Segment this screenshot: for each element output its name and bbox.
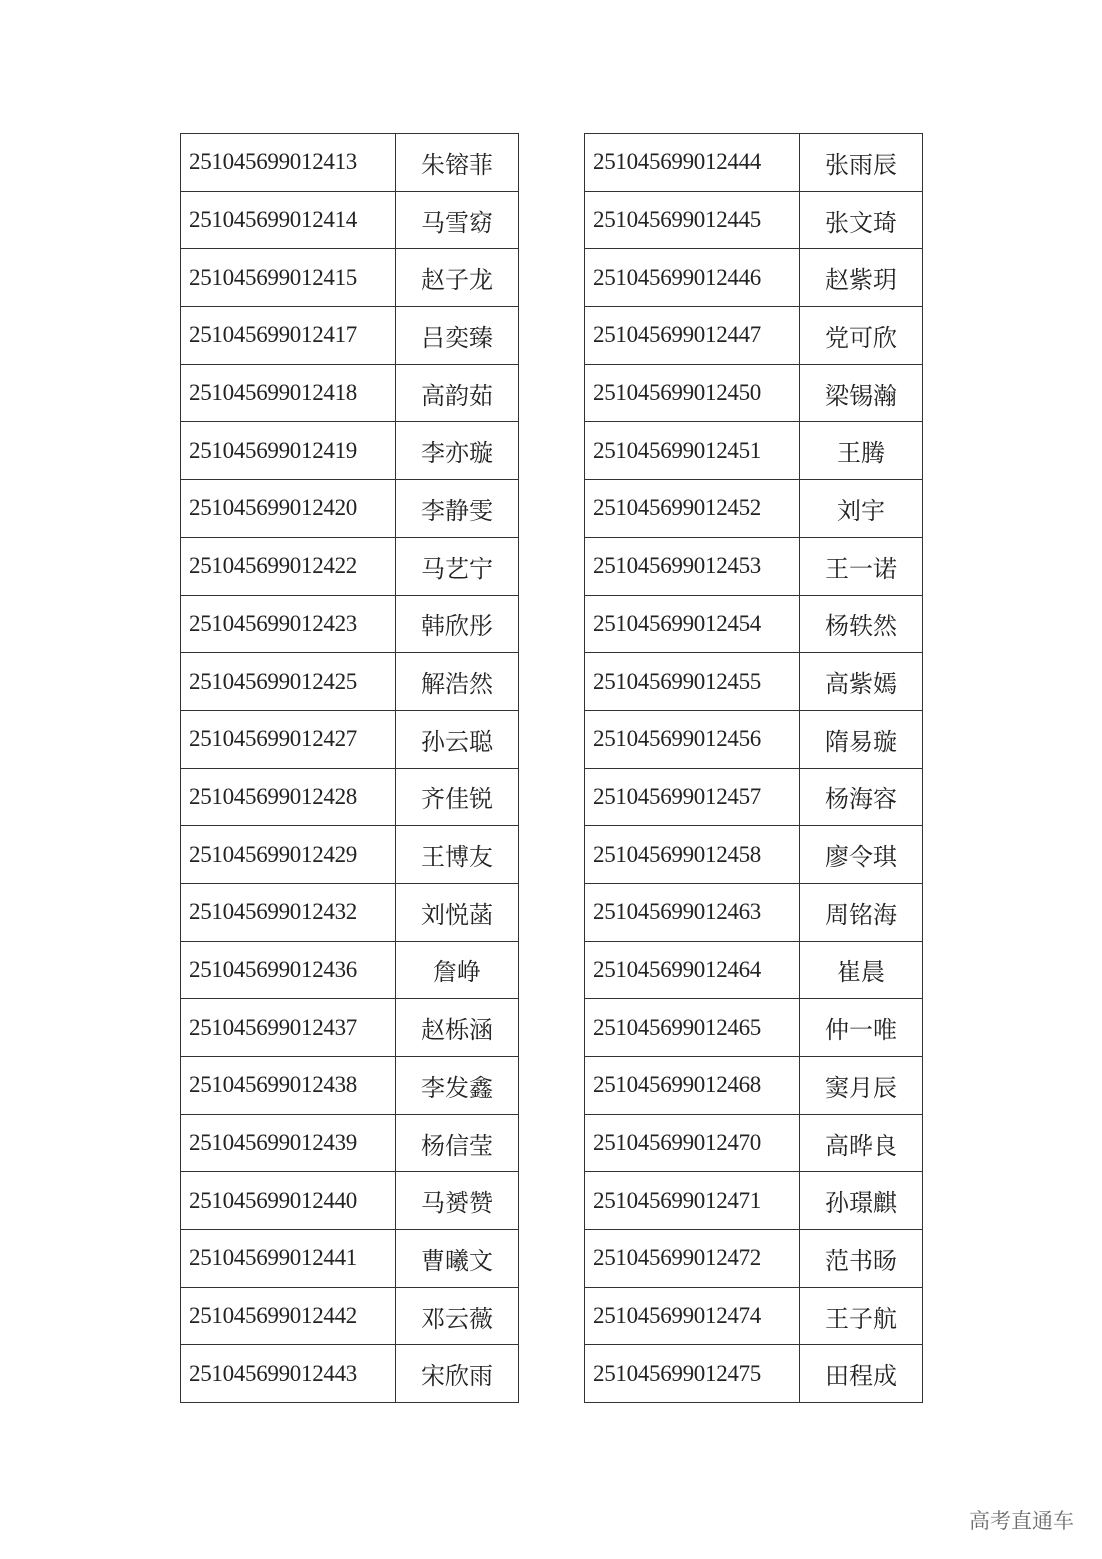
candidate-number-cell: 251045699012441 — [181, 1230, 396, 1288]
candidate-number-cell: 251045699012413 — [181, 134, 396, 192]
student-name-cell: 张文琦 — [800, 191, 923, 249]
student-name-cell: 高晔良 — [800, 1114, 923, 1172]
table-row — [585, 480, 923, 538]
candidate-number-cell: 251045699012465 — [585, 999, 800, 1057]
table-row — [585, 710, 923, 768]
student-table-left — [180, 133, 519, 1403]
table-row — [585, 191, 923, 249]
student-name-cell: 孙云聪 — [396, 710, 519, 768]
table-row — [181, 826, 519, 884]
student-table-right — [584, 133, 923, 1403]
candidate-number-cell: 251045699012472 — [585, 1230, 800, 1288]
candidate-number-cell: 251045699012474 — [585, 1287, 800, 1345]
candidate-number-cell: 251045699012422 — [181, 537, 396, 595]
student-name-cell: 赵紫玥 — [800, 249, 923, 307]
table-row — [181, 191, 519, 249]
candidate-number-cell: 251045699012415 — [181, 249, 396, 307]
candidate-number-cell: 251045699012432 — [181, 883, 396, 941]
candidate-number-cell: 251045699012451 — [585, 422, 800, 480]
student-name-cell: 崔晨 — [800, 941, 923, 999]
table-row — [585, 249, 923, 307]
table-row — [585, 653, 923, 711]
candidate-number-cell: 251045699012423 — [181, 595, 396, 653]
table-row — [585, 1287, 923, 1345]
student-name-cell: 解浩然 — [396, 653, 519, 711]
table-row — [585, 826, 923, 884]
table-row — [181, 768, 519, 826]
table-row — [181, 653, 519, 711]
candidate-number-cell: 251045699012458 — [585, 826, 800, 884]
table-row — [181, 364, 519, 422]
candidate-number-cell: 251045699012463 — [585, 883, 800, 941]
table-row — [585, 1114, 923, 1172]
student-name-cell: 刘悦菡 — [396, 883, 519, 941]
table-row — [181, 307, 519, 365]
table-row — [585, 1345, 923, 1403]
student-name-cell: 廖令琪 — [800, 826, 923, 884]
table-row — [181, 537, 519, 595]
student-name-cell: 杨轶然 — [800, 595, 923, 653]
candidate-number-cell: 251045699012436 — [181, 941, 396, 999]
student-name-cell: 杨信莹 — [396, 1114, 519, 1172]
table-row — [181, 1172, 519, 1230]
student-name-cell: 张雨辰 — [800, 134, 923, 192]
table-row — [181, 134, 519, 192]
candidate-number-cell: 251045699012420 — [181, 480, 396, 538]
candidate-number-cell: 251045699012455 — [585, 653, 800, 711]
candidate-number-cell: 251045699012446 — [585, 249, 800, 307]
table-row — [181, 710, 519, 768]
student-name-cell: 王博友 — [396, 826, 519, 884]
table-row — [585, 999, 923, 1057]
student-name-cell: 马艺宁 — [396, 537, 519, 595]
candidate-number-cell: 251045699012456 — [585, 710, 800, 768]
candidate-number-cell: 251045699012452 — [585, 480, 800, 538]
student-name-cell: 梁锡瀚 — [800, 364, 923, 422]
student-name-cell: 王一诺 — [800, 537, 923, 595]
student-name-cell: 邓云薇 — [396, 1287, 519, 1345]
student-name-cell: 赵栎涵 — [396, 999, 519, 1057]
student-name-cell: 王腾 — [800, 422, 923, 480]
student-name-cell: 赵子龙 — [396, 249, 519, 307]
candidate-number-cell: 251045699012418 — [181, 364, 396, 422]
candidate-number-cell: 251045699012414 — [181, 191, 396, 249]
candidate-number-cell: 251045699012437 — [181, 999, 396, 1057]
candidate-number-cell: 251045699012453 — [585, 537, 800, 595]
candidate-number-cell: 251045699012468 — [585, 1057, 800, 1115]
student-name-cell: 周铭海 — [800, 883, 923, 941]
student-name-cell: 杨海容 — [800, 768, 923, 826]
student-name-cell: 曹曦文 — [396, 1230, 519, 1288]
candidate-number-cell: 251045699012445 — [585, 191, 800, 249]
candidate-number-cell: 251045699012442 — [181, 1287, 396, 1345]
table-row — [181, 1114, 519, 1172]
table-row — [181, 1230, 519, 1288]
table-row — [181, 1287, 519, 1345]
student-name-cell: 吕奕臻 — [396, 307, 519, 365]
table-row — [181, 422, 519, 480]
table-row — [585, 1230, 923, 1288]
table-row — [181, 999, 519, 1057]
candidate-number-cell: 251045699012427 — [181, 710, 396, 768]
table-row — [585, 134, 923, 192]
candidate-number-cell: 251045699012419 — [181, 422, 396, 480]
table-row — [181, 941, 519, 999]
candidate-number-cell: 251045699012444 — [585, 134, 800, 192]
candidate-number-cell: 251045699012454 — [585, 595, 800, 653]
student-name-cell: 仲一唯 — [800, 999, 923, 1057]
candidate-number-cell: 251045699012457 — [585, 768, 800, 826]
table-row — [585, 1172, 923, 1230]
table-row — [585, 1057, 923, 1115]
student-name-cell: 孙璟麒 — [800, 1172, 923, 1230]
candidate-number-cell: 251045699012464 — [585, 941, 800, 999]
candidate-number-cell: 251045699012417 — [181, 307, 396, 365]
student-name-cell: 田程成 — [800, 1345, 923, 1403]
table-row — [585, 941, 923, 999]
table-row — [585, 537, 923, 595]
table-row — [181, 883, 519, 941]
student-name-cell: 马雪窈 — [396, 191, 519, 249]
table-row — [181, 595, 519, 653]
student-name-cell: 马赟赞 — [396, 1172, 519, 1230]
candidate-number-cell: 251045699012438 — [181, 1057, 396, 1115]
candidate-number-cell: 251045699012440 — [181, 1172, 396, 1230]
student-name-cell: 齐佳锐 — [396, 768, 519, 826]
table-row — [585, 422, 923, 480]
table-row — [181, 249, 519, 307]
table-row — [585, 883, 923, 941]
candidate-number-cell: 251045699012450 — [585, 364, 800, 422]
student-name-cell: 韩欣彤 — [396, 595, 519, 653]
student-name-cell: 高韵茹 — [396, 364, 519, 422]
table-row — [585, 364, 923, 422]
student-name-cell: 高紫嫣 — [800, 653, 923, 711]
student-name-cell: 窦月辰 — [800, 1057, 923, 1115]
student-name-cell: 王子航 — [800, 1287, 923, 1345]
candidate-number-cell: 251045699012428 — [181, 768, 396, 826]
table-row — [181, 1345, 519, 1403]
student-name-cell: 李静雯 — [396, 480, 519, 538]
candidate-number-cell: 251045699012443 — [181, 1345, 396, 1403]
candidate-number-cell: 251045699012447 — [585, 307, 800, 365]
table-body-right — [585, 134, 923, 1403]
candidate-number-cell: 251045699012471 — [585, 1172, 800, 1230]
student-name-cell: 范书旸 — [800, 1230, 923, 1288]
candidate-number-cell: 251045699012470 — [585, 1114, 800, 1172]
candidate-number-cell: 251045699012475 — [585, 1345, 800, 1403]
watermark-text: 高考直通车 — [969, 1509, 1074, 1533]
table-row — [181, 480, 519, 538]
table-row — [585, 768, 923, 826]
table-body-left — [181, 134, 519, 1403]
student-name-cell: 隋易璇 — [800, 710, 923, 768]
student-name-cell: 詹峥 — [396, 941, 519, 999]
table-row — [585, 307, 923, 365]
table-row — [585, 595, 923, 653]
student-name-cell: 宋欣雨 — [396, 1345, 519, 1403]
table-row — [181, 1057, 519, 1115]
student-name-cell: 李亦璇 — [396, 422, 519, 480]
student-name-cell: 朱镕菲 — [396, 134, 519, 192]
candidate-number-cell: 251045699012429 — [181, 826, 396, 884]
candidate-number-cell: 251045699012425 — [181, 653, 396, 711]
student-name-cell: 刘宇 — [800, 480, 923, 538]
student-name-cell: 李发鑫 — [396, 1057, 519, 1115]
candidate-number-cell: 251045699012439 — [181, 1114, 396, 1172]
student-name-cell: 党可欣 — [800, 307, 923, 365]
